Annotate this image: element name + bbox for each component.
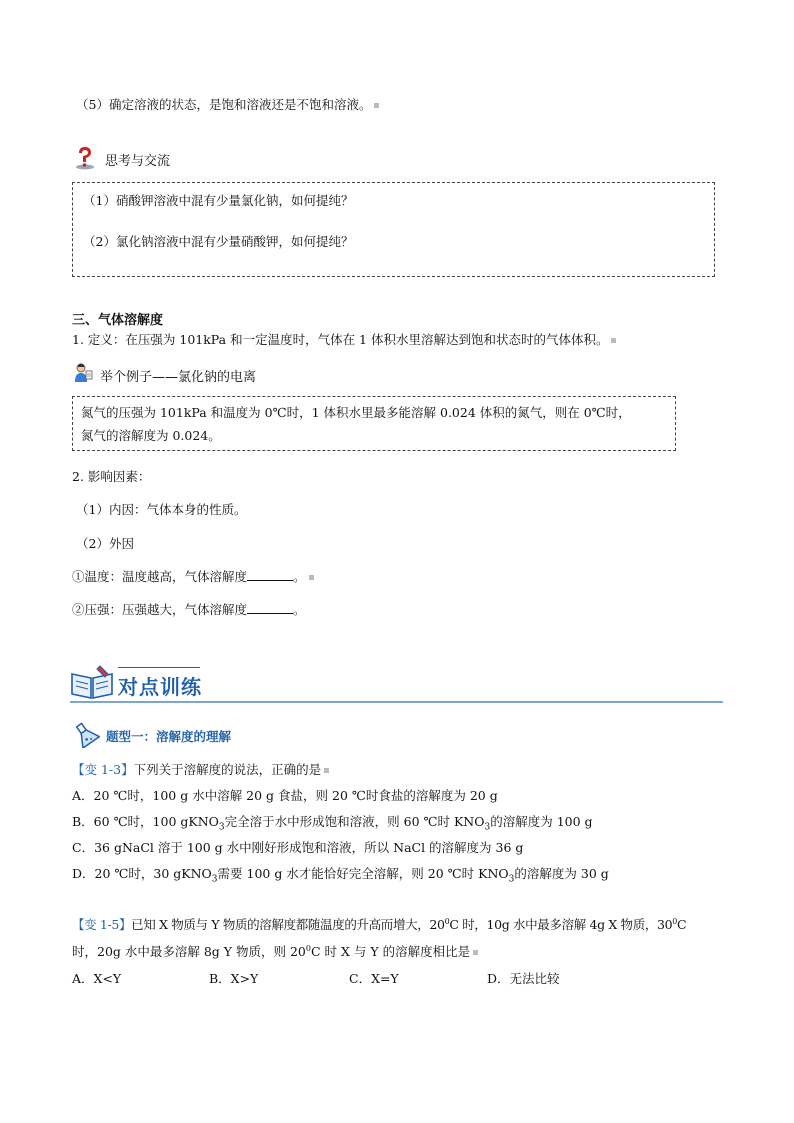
book-icon <box>70 664 114 700</box>
option-a: A．20 ℃时，100 g 水中溶解 20 g 食盐，则 20 ℃时食盐的溶解度为 20 g <box>72 788 498 803</box>
section3-heading: 三、气体溶解度 <box>72 313 164 328</box>
question-1-5-line-2: 时，20g 水中最多溶解 8g Y 物质，则 $20^0C$ 时 X 与 Y 的溶解度相比是 <box>72 942 478 960</box>
answer-blank[interactable] <box>247 602 293 614</box>
title-underline <box>70 701 723 703</box>
question-1-5-line-1: 【变 1-5】已知 X 物质与 Y 物质的溶解度都随温度的升高而增大，$20^0C$ 时，10g 水中最多溶解 4g X 物质，$30^0C$ <box>72 916 687 932</box>
option-c: C．36 gNaCl 溶于 100 g 水中刚好形成饱和溶液，所以 NaCl 的溶解度为 36 g <box>72 840 524 855</box>
option-c: C．X=Y <box>349 971 399 986</box>
option-b: B．X>Y <box>209 971 259 986</box>
internal-factor: （1）内因：气体本身的性质。 <box>76 502 247 517</box>
pressure-item: ②压强：压强越大，气体溶解度 。 <box>72 602 306 617</box>
answer-blank[interactable] <box>247 569 293 581</box>
example-line-1: 氮气的压强为 101kPa 和温度为 0℃时，1 体积水里最多能溶解 0.024 体积的氮气，则在 0℃时， <box>81 405 631 420</box>
question-1-3-stem: 【变 1-3】下列关于溶解度的说法，正确的是 <box>72 760 329 778</box>
example-box <box>72 396 676 451</box>
paragraph-mark-icon <box>374 103 379 108</box>
flask-icon <box>72 722 100 748</box>
paragraph-mark-icon <box>611 338 616 343</box>
title-overline <box>118 667 200 668</box>
topic-heading: 题型一：溶解度的理解 <box>106 729 232 744</box>
definition: 1. 定义：在压强为 101kPa 和一定温度时，气体在 1 体积水里溶解达到饱和状态时的气体体积。 <box>72 330 616 348</box>
paragraph-mark-icon <box>309 575 314 580</box>
factors-heading: 2. 影响因素： <box>72 469 151 484</box>
option-d: D．20 ℃时，30 gKNO$_3$需要 100 g 水才能恰好完全溶解，则 20 ℃时 $KNO_3$的溶解度为 30 g <box>72 866 609 885</box>
think-q2: （2）氯化钠溶液中混有少量硝酸钾，如何提纯？ <box>83 234 354 249</box>
example-title: 举个例子——氯化钠的电离 <box>100 370 257 385</box>
example-line-2: 氮气的溶解度为 0.024。 <box>81 428 221 443</box>
teacher-icon <box>72 362 94 384</box>
option-d: D．无法比较 <box>487 971 560 986</box>
paragraph-mark-icon <box>473 950 478 955</box>
think-title: 思考与交流 <box>105 154 171 169</box>
question-tag: 【变 1-5】 <box>72 917 132 932</box>
external-factor: （2）外因 <box>76 536 134 551</box>
option-a: A．X<Y <box>72 971 122 986</box>
option-b: B．60 ℃时，100 gKNO$_3$完全溶于水中形成饱和溶液，则 60 ℃时 $KNO_3$的溶解度为 100 g <box>72 814 593 833</box>
training-title: 对点训练 <box>118 675 202 699</box>
temperature-item: ①温度：温度越高，气体溶解度 。 <box>72 567 314 585</box>
think-q1: （1）硝酸钾溶液中混有少量氯化钠，如何提纯？ <box>83 193 354 208</box>
question-tag: 【变 1-3】 <box>72 762 134 777</box>
paragraph-mark-icon <box>324 768 329 773</box>
item-5: （5）确定溶液的状态，是饱和溶液还是不饱和溶液。 <box>76 95 379 113</box>
question-mark-icon <box>74 146 96 170</box>
think-box <box>72 182 715 277</box>
